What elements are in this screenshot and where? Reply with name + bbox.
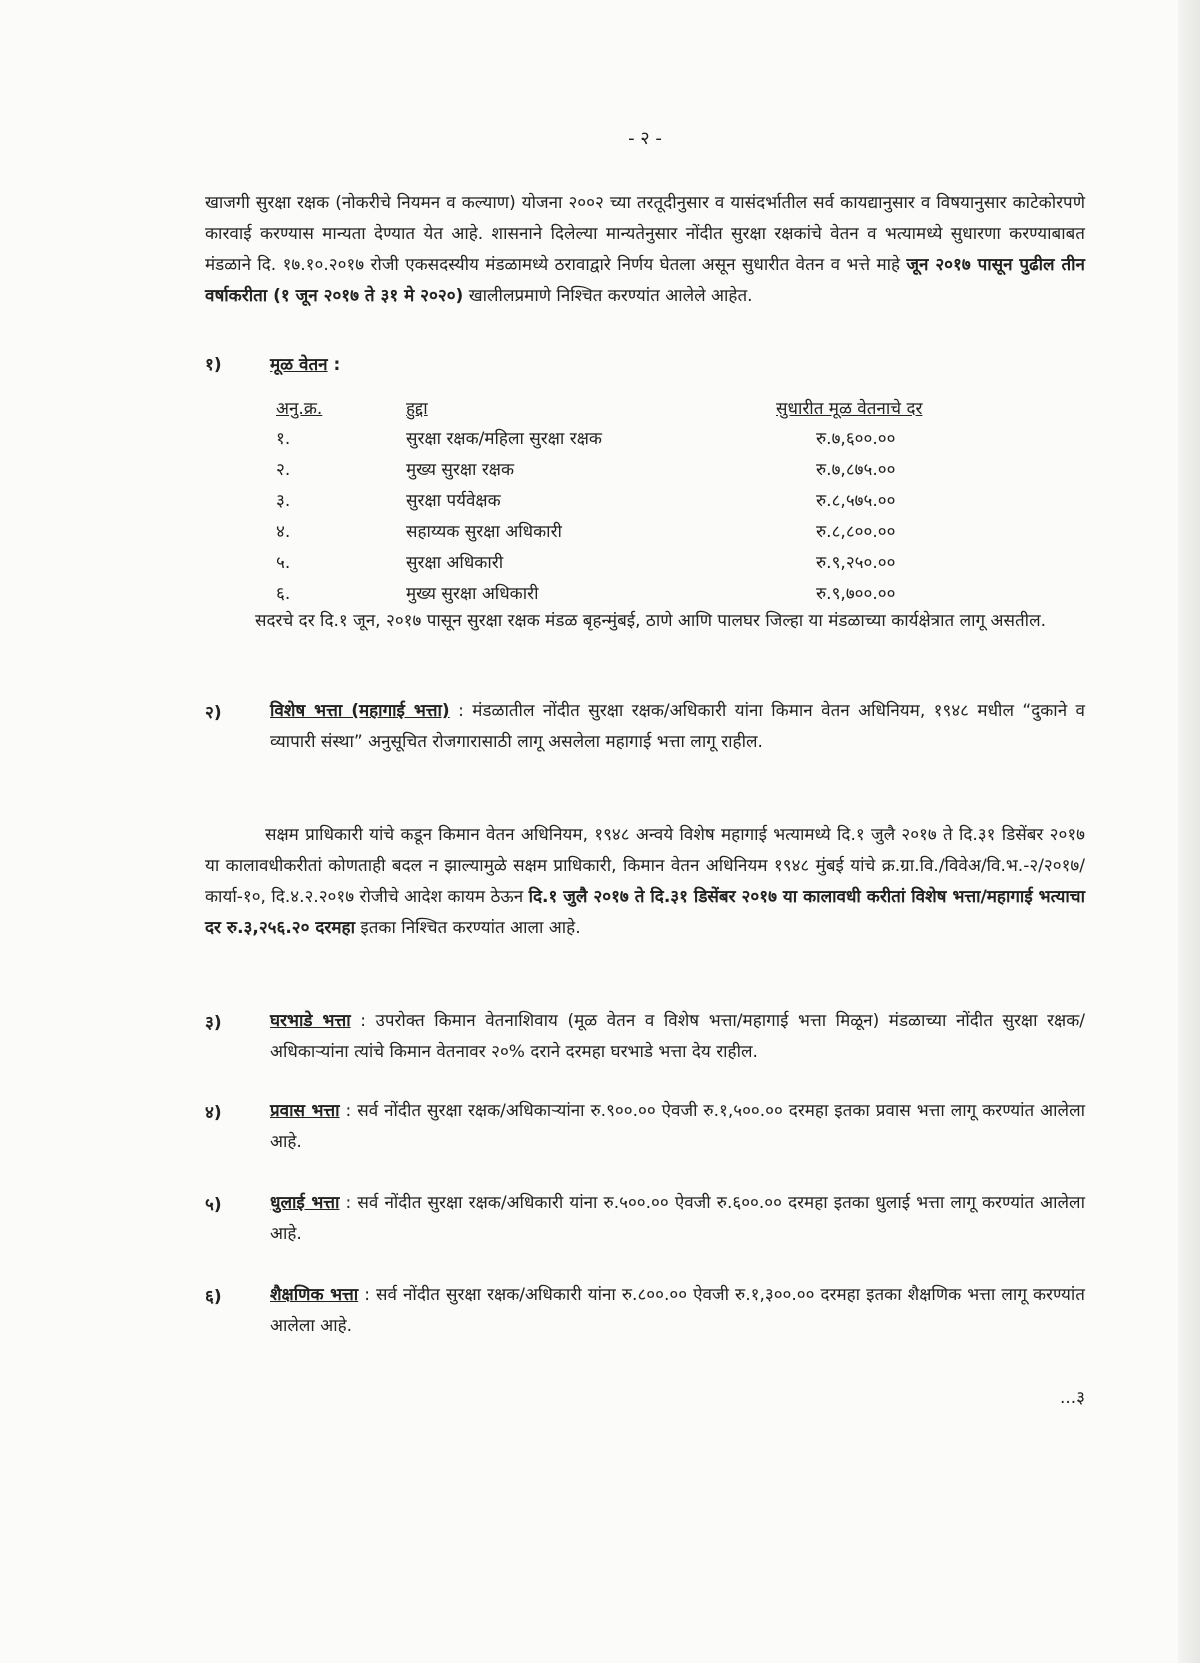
page-edge bbox=[1178, 0, 1200, 1663]
section-4-paragraph bbox=[270, 1096, 1085, 1158]
col-serial: अनु.क्र. bbox=[276, 398, 323, 419]
table-row bbox=[268, 422, 1116, 453]
section-3-paragraph bbox=[270, 1006, 1085, 1068]
intro-text: खाजगी सुरक्षा रक्षक (नोकरीचे नियमन व कल्याण) योजना २००२ च्या तरतूदीनुसार व यासंदर्भातील सर्व कायद्यानुसार व विषयानुसार काटेकोरपणे कारवाई करण्यास मान्यता देण्यात येत आहे. शासनाने दिलेल्या मान्यतेनुसार नोंदीत सुरक्षा रक्षकांचे वेतन व भत्यामध्ये सुधारणा करण्याबाबत मंडळाने दि. १७.१०.२०१७ रोजी एकसदस्यीय मंडळामध्ये ठरावाद्वारे निर्णय घेतला असून सुधारीत वेतन व भत्ते माहे bbox=[205, 193, 1085, 275]
section-2-paragraph bbox=[270, 696, 1085, 758]
salary-table bbox=[268, 392, 1116, 608]
row-serial: २. bbox=[276, 460, 291, 480]
table-row bbox=[268, 515, 1116, 546]
row-post: सुरक्षा रक्षक/महिला सुरक्षा रक्षक bbox=[406, 429, 602, 449]
section-6-number: ६) bbox=[205, 1287, 222, 1307]
section-5-title: धुलाई भत्ता bbox=[270, 1193, 340, 1213]
row-post: मुख्य सुरक्षा अधिकारी bbox=[406, 584, 539, 604]
row-serial: ४. bbox=[276, 522, 291, 542]
section-2-number: २) bbox=[205, 703, 222, 723]
section-6-text: : सर्व नोंदीत सुरक्षा रक्षक/अधिकारी यांना रु.८००.०० ऐवजी रु.१,३००.०० दरमहा इतका शैक्षणिक भत्ता लागू करण्यांत आलेला आहे. bbox=[270, 1285, 1085, 1336]
row-post: सुरक्षा अधिकारी bbox=[406, 553, 504, 573]
row-post: सहाय्यक सुरक्षा अधिकारी bbox=[406, 522, 562, 542]
row-post: मुख्य सुरक्षा रक्षक bbox=[406, 460, 515, 480]
row-rate: रु.९,७००.०० bbox=[816, 584, 896, 604]
row-rate: रु.८,५७५.०० bbox=[816, 491, 896, 511]
section-3-title: घरभाडे भत्ता bbox=[270, 1011, 351, 1031]
row-serial: ३. bbox=[276, 491, 291, 511]
section-5-text: : सर्व नोंदीत सुरक्षा रक्षक/अधिकारी यांना रु.५००.०० ऐवजी रु.६००.०० दरमहा इतका धुलाई भत्ता लागू करण्यांत आलेला आहे. bbox=[270, 1193, 1085, 1244]
row-rate: रु.७,६००.०० bbox=[816, 429, 896, 449]
section-4-text: : सर्व नोंदीत सुरक्षा रक्षक/अधिकाऱ्यांना रु.९००.०० ऐवजी रु.१,५००.०० दरमहा इतका प्रवास भत्ता लागू करण्यांत आलेला आहे. bbox=[270, 1101, 1086, 1152]
col-post: हुद्दा bbox=[406, 398, 428, 419]
section-1-number: १) bbox=[205, 355, 222, 375]
row-rate: रु.७,८७५.०० bbox=[816, 460, 896, 480]
row-rate: रु.८,८००.०० bbox=[816, 522, 896, 542]
row-serial: ६. bbox=[276, 584, 291, 604]
section-3-text: : उपरोक्त किमान वेतनाशिवाय (मूळ वेतन व विशेष भत्ता/महागाई भत्ता मिळून) मंडळाच्या नोंदीत सुरक्षा रक्षक/अधिकाऱ्यांना त्यांचे किमान वेतनावर २०% दराने दरमहा घरभाडे भत्ता देय राहील. bbox=[270, 1011, 1085, 1062]
row-serial: १. bbox=[276, 429, 291, 449]
row-rate: रु.९,२५०.०० bbox=[816, 553, 896, 573]
section-2-title: विशेष भत्ता (महागाई भत्ता) bbox=[270, 701, 450, 721]
table-row bbox=[268, 577, 1116, 608]
section-2-p2-bold: दि.१ जुलै २०१७ ते दि.३१ डिसेंबर २०१७ या कालावधी करीतां विशेष भत्ता/महागाई भत्याचा दर रु.३,२५६.२० दरमहा bbox=[205, 887, 1085, 938]
section-5-paragraph bbox=[270, 1188, 1085, 1250]
page-number: - २ - bbox=[628, 128, 662, 149]
section-1-heading bbox=[270, 352, 340, 375]
section-4-number: ४) bbox=[205, 1103, 222, 1123]
section-1-note: सदरचे दर दि.१ जून, २०१७ पासून सुरक्षा रक्षक मंडळ बृहन्मुंबई, ठाणे आणि पालघर जिल्हा या मंडळाच्या कार्यक्षेत्रात लागू असतील. bbox=[255, 611, 1046, 631]
section-1-colon: : bbox=[327, 355, 341, 375]
section-2-p2-end: इतका निश्चित करण्यांत आला आहे. bbox=[354, 918, 581, 938]
col-rate: सुधारीत मूळ वेतनाचे दर bbox=[776, 398, 923, 419]
section-5-number: ५) bbox=[205, 1195, 222, 1215]
intro-text-end: खालीलप्रमाणे निश्चित करण्यांत आलेले आहेत. bbox=[463, 286, 753, 306]
section-2-paragraph-2 bbox=[205, 820, 1085, 944]
section-2-p2-text: सक्षम प्राधिकारी यांचे कडून किमान वेतन अधिनियम, १९४८ अन्वये विशेष महागाई भत्यामध्ये दि.१ जुलै २०१७ ते दि.३१ डिसेंबर २०१७ या कालावधीकरीतां कोणताही बदल न झाल्यामुळे सक्षम प्राधिकारी, किमान वेतन अधिनियम १९४८ मुंबई यांचे क्र.ग्रा.वि./विवेअ/वि.भ.-२/२०१७/कार्या-१०, दि.४.२.२०१७ रोजीचे आदेश कायम ठेऊन bbox=[205, 825, 1085, 907]
section-6-title: शैक्षणिक भत्ता bbox=[270, 1285, 359, 1305]
section-4-title: प्रवास भत्ता bbox=[270, 1101, 340, 1121]
intro-bold-text: जून २०१७ पासून पुढील तीन वर्षाकरीता (१ जून २०१७ ते ३१ मे २०२०) bbox=[205, 255, 1085, 306]
table-row bbox=[268, 484, 1116, 515]
row-post: सुरक्षा पर्यवेक्षक bbox=[406, 491, 501, 511]
continued-marker: ...३ bbox=[1059, 1388, 1085, 1408]
row-serial: ५. bbox=[276, 553, 291, 573]
table-row bbox=[268, 546, 1116, 577]
intro-paragraph bbox=[205, 188, 1085, 312]
salary-table-header bbox=[268, 392, 1116, 422]
section-2-text: : मंडळातील नोंदीत सुरक्षा रक्षक/अधिकारी यांना किमान वेतन अधिनियम, १९४८ मधील “दुकाने व व्यापारी संस्था” अनुसूचित रोजगारासाठी लागू असलेला महागाई भत्ता लागू राहील. bbox=[270, 701, 1085, 752]
section-1-title: मूळ वेतन bbox=[270, 355, 328, 375]
section-3-number: ३) bbox=[205, 1013, 222, 1033]
section-6-paragraph bbox=[270, 1280, 1085, 1342]
table-row bbox=[268, 453, 1116, 484]
